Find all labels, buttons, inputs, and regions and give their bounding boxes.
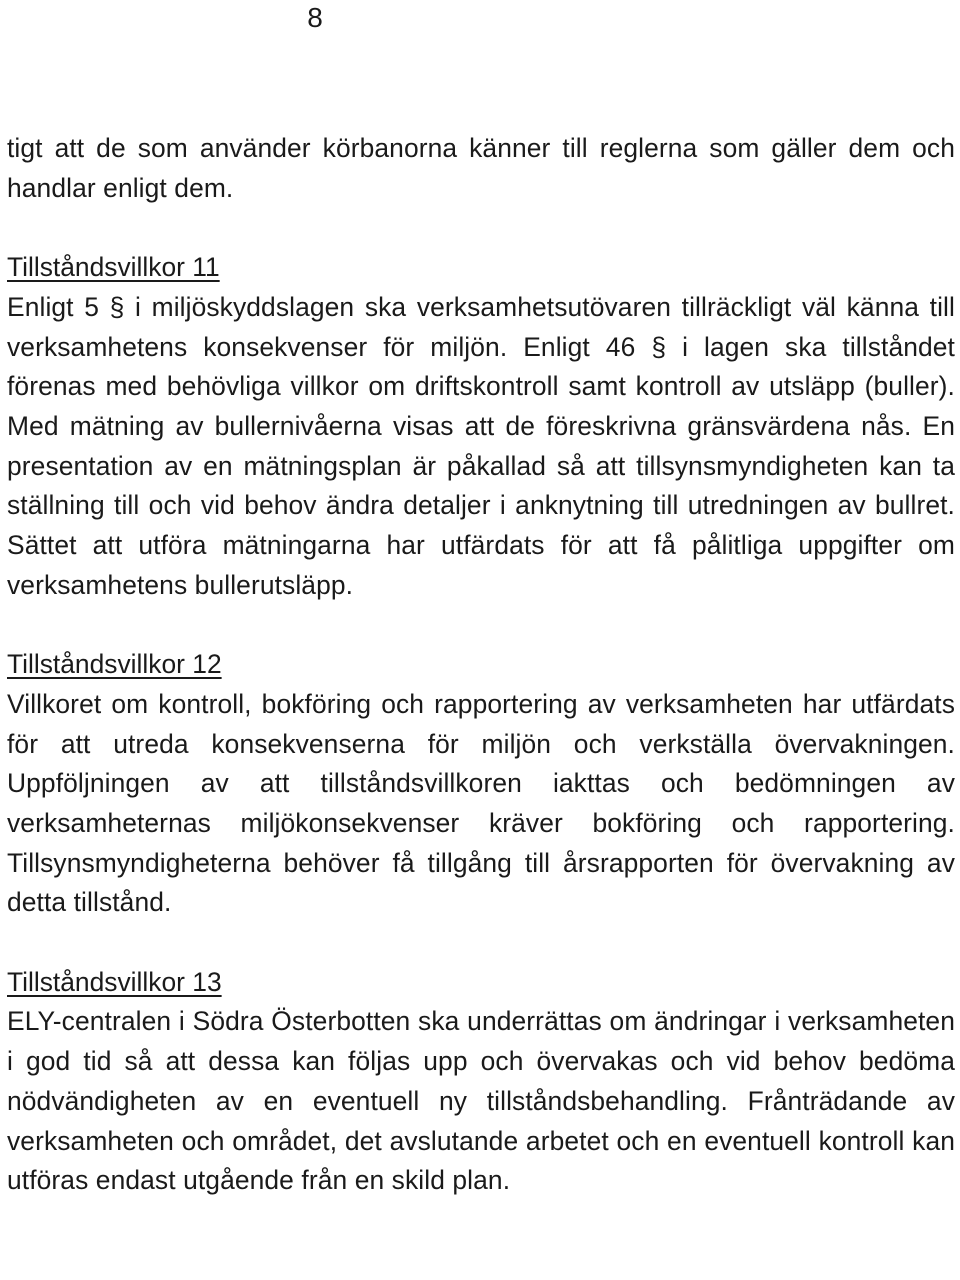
section-body: Enligt 5 § i miljöskyddslagen ska verksamhetsutövaren tillräckligt väl känna till verksamhetens konsekvenser för miljön. Enligt 46 § i lagen ska tillståndet förenas med behövliga villkor om driftskontroll samt kontroll av utsläpp (buller). Med mätning av bullernivåerna visas att de föreskrivna gränsvärdena nås. En presentation av en mätningsplan är påkallad så att tillsynsmyndigheten kan ta ställning till och vid behov ändra detaljer i anknytning till utredningen av bullret. Sättet att utföra mätningarna har utfärdats för att få pålitliga uppgifter om verksamhetens bullerutsläpp.: [7, 291, 955, 600]
section-villkor-12: [7, 645, 955, 923]
section-heading: Tillståndsvillkor 12: [7, 649, 222, 680]
section-body: Villkoret om kontroll, bokföring och rapportering av verksamheten har utfärdats för att utreda konsekvenserna för miljön och verkställa övervakningen. Uppföljningen av att tillståndsvillkoren iakttas och bedömningen av verksamheternas miljökonsekvenser kräver bokföring och rapportering. Tillsynsmyndigheterna behöver få tillgång till årsrapporten för övervakning av detta tillstånd.: [7, 688, 955, 918]
paragraph-gap: [7, 605, 955, 645]
section-heading: Tillståndsvillkor 11: [7, 252, 220, 283]
section-villkor-13: [7, 963, 955, 1201]
intro-paragraph: tigt att de som använder körbanorna känner till reglerna som gäller dem och handlar enligt dem.: [7, 133, 955, 203]
paragraph-gap: [7, 208, 955, 248]
section-body: ELY-centralen i Södra Österbotten ska underrättas om ändringar i verksamheten i god tid så att dessa kan följas upp och övervakas och vid behov bedöma nödvändigheten av en eventuell ny tillståndsbehandling. Frånträdande av verksamheten och området, det avslutande arbetet och en eventuell kontroll kan utföras endast utgående från en skild plan.: [7, 1006, 955, 1196]
page-number: 8: [307, 2, 323, 33]
section-villkor-11: [7, 248, 955, 605]
section-heading: Tillståndsvillkor 13: [7, 966, 222, 997]
document-body: [7, 129, 955, 1201]
paragraph-gap: [7, 923, 955, 963]
